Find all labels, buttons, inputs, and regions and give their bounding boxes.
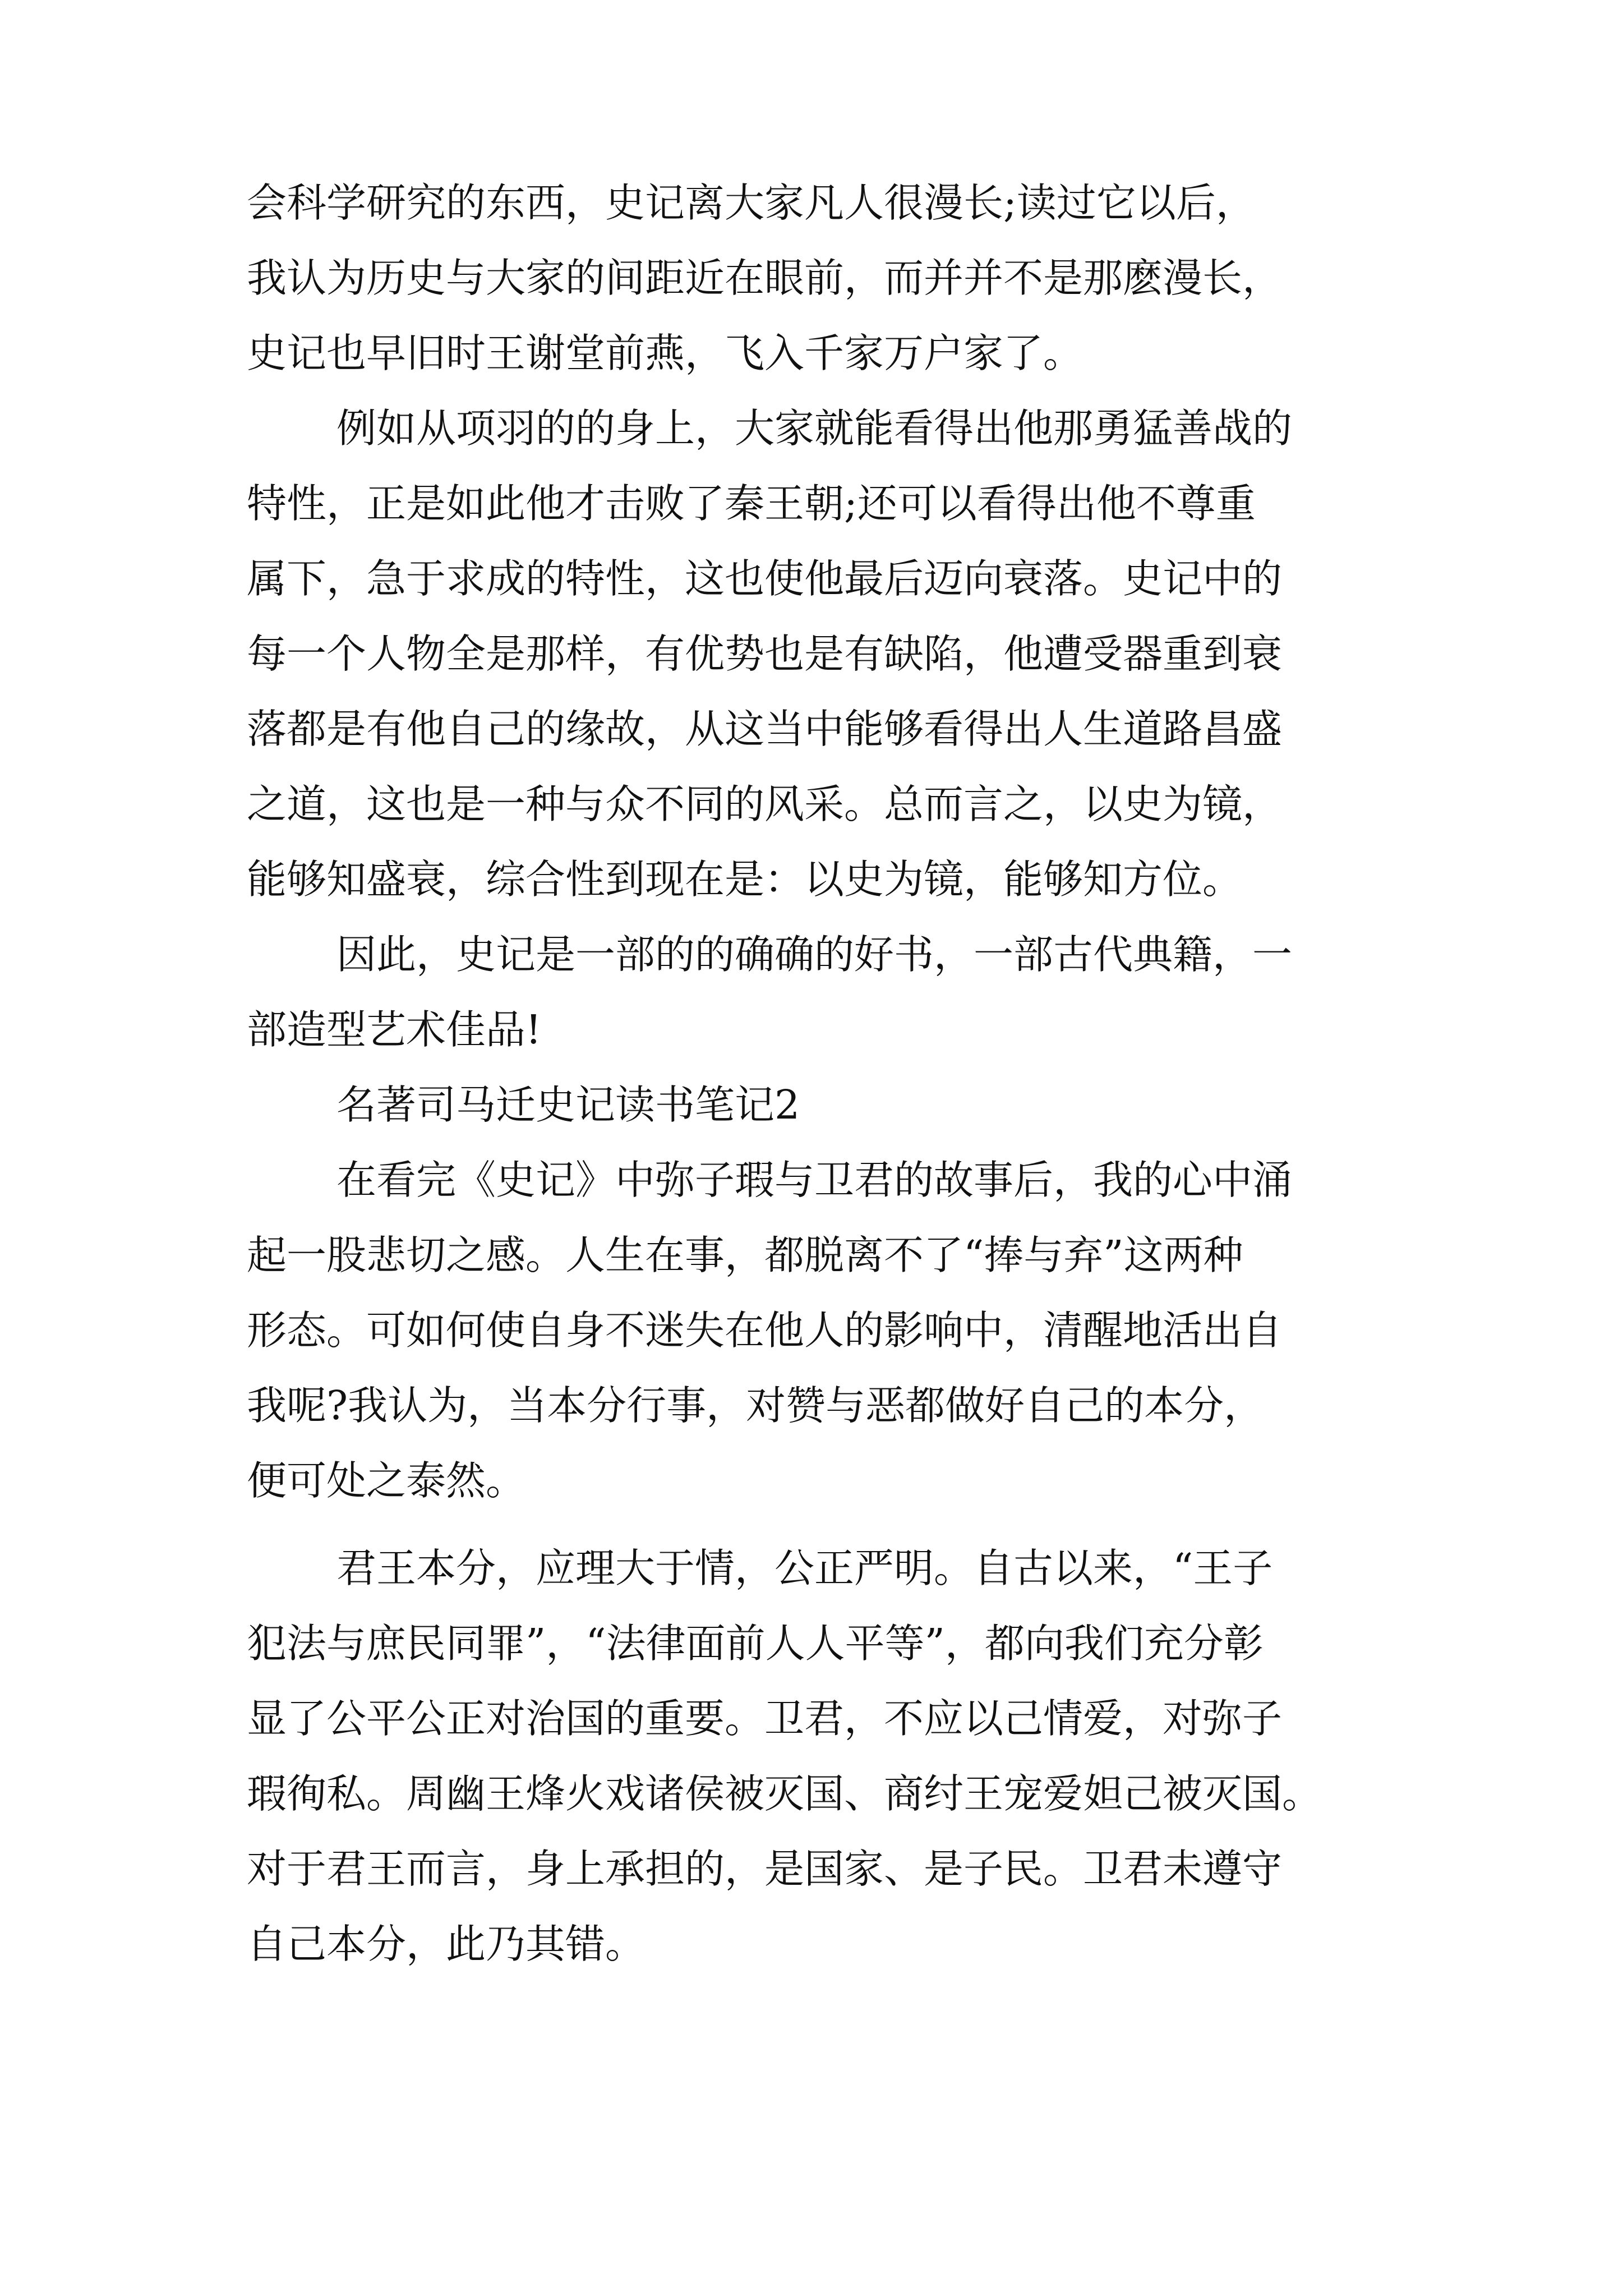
text-line: 我呢?我认为，当本分行事，对赞与恶都做好自己的本分，	[247, 1382, 1264, 1429]
section-heading: 名著司马迁史记读书笔记2	[336, 1082, 800, 1128]
paragraph-first-line: 因此，史记是一部的的确确的好书，一部古代典籍，一	[336, 931, 1293, 978]
text-line: 我认为历史与大家的间距近在眼前，而并并不是那麽漫长，	[247, 255, 1283, 301]
text-line: 便可处之泰然。	[247, 1457, 526, 1504]
text-line: 显了公平公正对治国的重要。卫君，不应以己情爱，对弥子	[247, 1695, 1283, 1742]
text-line: 属下，急于求成的特性，这也使他最后迈向衰落。史记中的	[247, 555, 1283, 602]
text-line: 对于君王而言，身上承担的，是国家、是子民。卫君未遵守	[247, 1846, 1283, 1892]
text-line: 每一个人物全是那样，有优势也是有缺陷，他遭受器重到衰	[247, 631, 1283, 677]
paragraph-first-line: 君王本分，应理大于情，公正严明。自古以来，“王子	[336, 1545, 1273, 1591]
text-line: 特性，正是如此他才击败了秦王朝;还可以看得出他不尊重	[247, 480, 1256, 527]
text-line: 起一股悲切之感。人生在事，都脱离不了“捧与弃”这两种	[247, 1232, 1243, 1278]
text-line: 犯法与庶民同罪”，“法律面前人人平等”，都向我们充分彰	[247, 1620, 1264, 1667]
paragraph-first-line: 例如从项羽的的身上，大家就能看得出他那勇猛善战的	[336, 405, 1293, 452]
text-line: 形态。可如何使自身不迷失在他人的影响中，清醒地活出自	[247, 1307, 1283, 1354]
text-line: 史记也早旧时王谢堂前燕，飞入千家万户家了。	[247, 330, 1083, 376]
text-line: 落都是有他自己的缘故，从这当中能够看得出人生道路昌盛	[247, 706, 1283, 752]
text-line: 瑕徇私。周幽王烽火戏诸侯被灭国、商纣王宠爱妲己被灭国。	[247, 1770, 1322, 1817]
text-line: 会科学研究的东西，史记离大家凡人很漫长;读过它以后，	[247, 180, 1256, 226]
text-line: 之道，这也是一种与众不同的风采。总而言之，以史为镜，	[247, 781, 1283, 827]
text-line: 自己本分，此乃其错。	[247, 1921, 645, 1967]
paragraph-first-line: 在看完《史记》中弥子瑕与卫君的故事后，我的心中涌	[336, 1157, 1293, 1203]
text-line: 部造型艺术佳品!	[247, 1006, 542, 1053]
text-line: 能够知盛衰，综合性到现在是：以史为镜，能够知方位。	[247, 856, 1243, 903]
